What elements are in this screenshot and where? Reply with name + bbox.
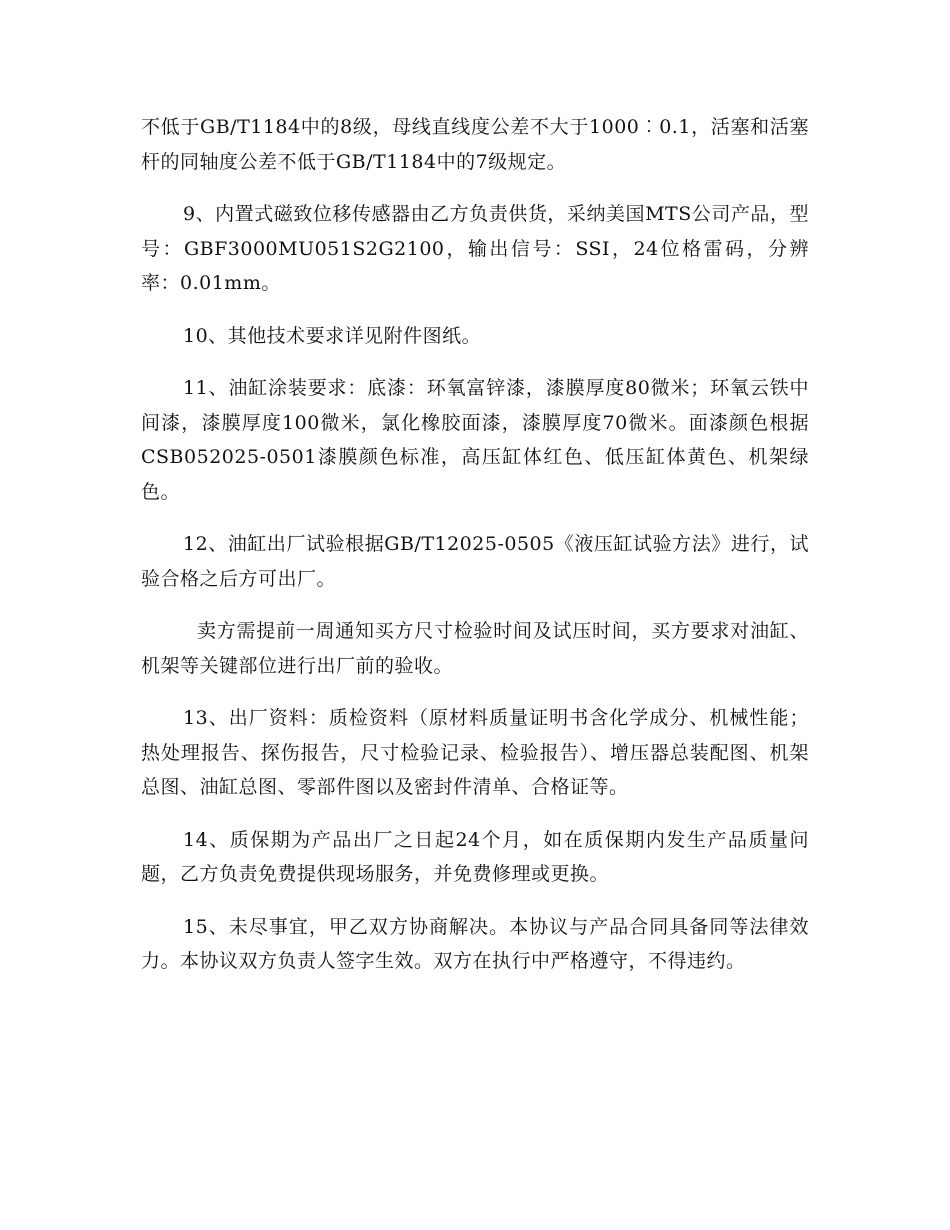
document-body (141, 110, 809, 997)
paragraph-continuation: 不低于GB/T1184中的8级，母线直线度公差不大于1000︰0.1，活塞和活塞杆的同轴度公差不低于GB/T1184中的7级规定。 (141, 116, 809, 173)
paragraph-item-14: 14、质保期为产品出厂之日起24个月，如在质保期内发生产品质量问题，乙方负责免费提供现场服务，并免费修理或更换。 (141, 828, 809, 885)
paragraph-item-11: 11、油缸涂装要求：底漆：环氧富锌漆，漆膜厚度80微米；环氧云铁中间漆，漆膜厚度100微米，氯化橡胶面漆，漆膜厚度70微米。面漆颜色根据CSB052025-0501漆膜颜色标准，高压缸体红色、低压缸体黄色、机架绿色。 (141, 377, 809, 503)
paragraph-item-13: 13、出厂资料：质检资料（原材料质量证明书含化学成分、机械性能；热处理报告、探伤报告，尺寸检验记录、检验报告）、增压器总装配图、机架总图、油缸总图、零部件图以及密封件清单、合格证等。 (141, 707, 809, 798)
paragraph-inspection-notice: 卖方需提前一周通知买方尺寸检验时间及试压时间，买方要求对油缸、机架等关键部位进行出厂前的验收。 (141, 620, 809, 677)
paragraph-item-15: 15、未尽事宜，甲乙双方协商解决。本协议与产品合同具备同等法律效力。本协议双方负责人签字生效。双方在执行中严格遵守，不得违约。 (141, 915, 809, 972)
paragraph-item-12: 12、油缸出厂试验根据GB/T12025-0505《液压缸试验方法》进行，试验合格之后方可出厂。 (141, 533, 809, 590)
paragraph-item-10: 10、其他技术要求详见附件图纸。 (183, 324, 482, 347)
paragraph-item-9: 9、内置式磁致位移传感器由乙方负责供货，采纳美国MTS公司产品，型号：GBF3000MU051S2G2100，输出信号：SSI，24位格雷码，分辨率：0.01mm。 (141, 203, 809, 294)
